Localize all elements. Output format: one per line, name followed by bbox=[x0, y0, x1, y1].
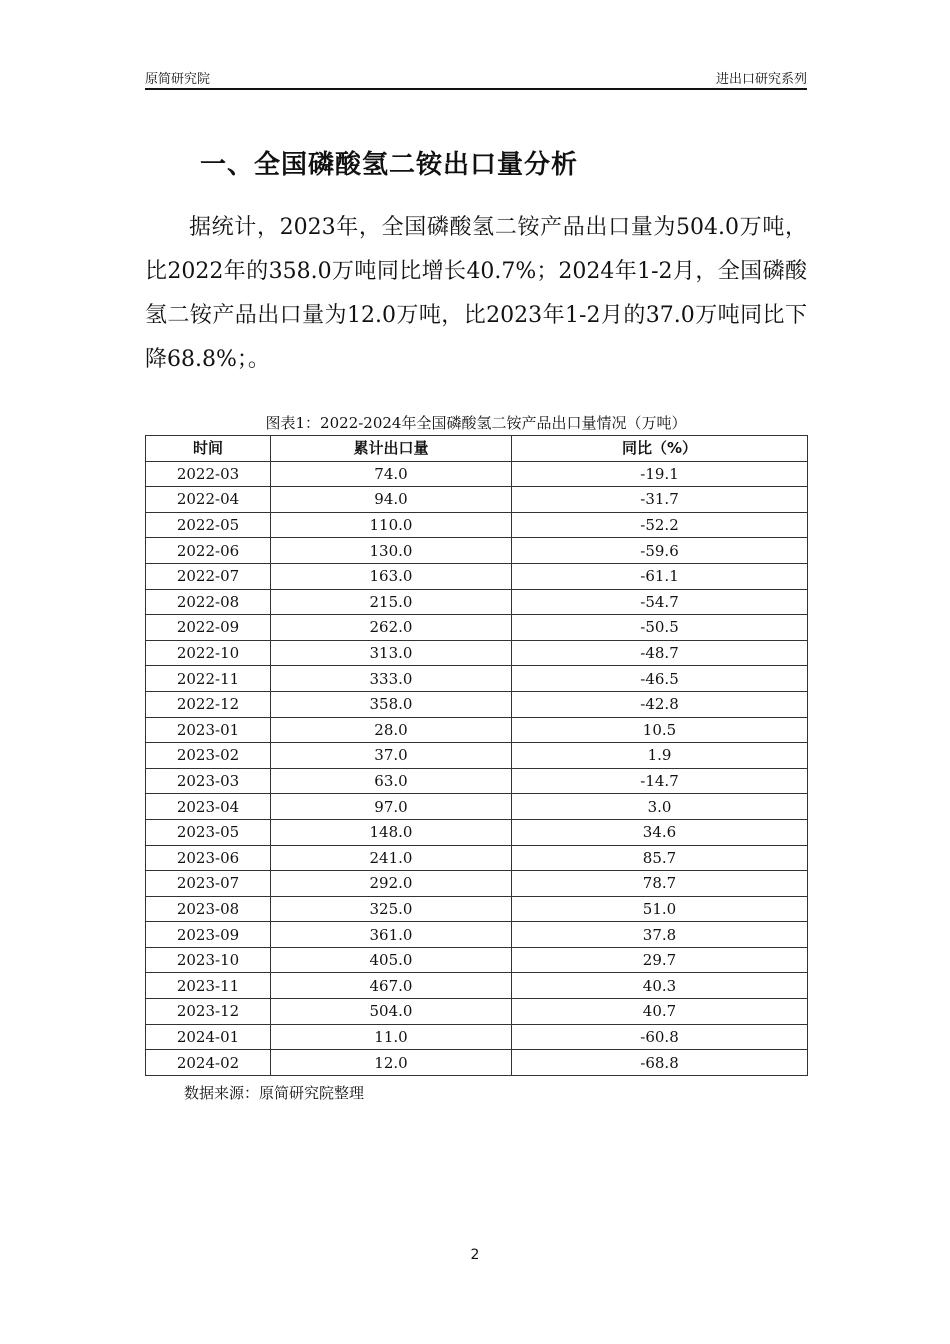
cell-cumulative-export: 28.0 bbox=[271, 717, 512, 743]
header-publisher: 原简研究院 bbox=[145, 72, 211, 87]
cell-cumulative-export: 110.0 bbox=[271, 512, 512, 538]
cell-cumulative-export: 97.0 bbox=[271, 794, 512, 820]
table-row bbox=[146, 615, 808, 641]
cell-cumulative-export: 504.0 bbox=[271, 999, 512, 1025]
cell-yoy: 34.6 bbox=[512, 819, 808, 845]
cell-cumulative-export: 241.0 bbox=[271, 845, 512, 871]
cell-cumulative-export: 325.0 bbox=[271, 896, 512, 922]
table-row bbox=[146, 487, 808, 513]
table-row bbox=[146, 461, 808, 487]
cell-yoy: -61.1 bbox=[512, 563, 808, 589]
cell-cumulative-export: 358.0 bbox=[271, 691, 512, 717]
cell-time: 2022-04 bbox=[146, 487, 271, 513]
cell-time: 2023-12 bbox=[146, 999, 271, 1025]
cell-cumulative-export: 333.0 bbox=[271, 666, 512, 692]
table-row bbox=[146, 768, 808, 794]
table-row bbox=[146, 563, 808, 589]
cell-yoy: 10.5 bbox=[512, 717, 808, 743]
cell-time: 2022-05 bbox=[146, 512, 271, 538]
table-row bbox=[146, 512, 808, 538]
header-cumulative-export: 累计出口量 bbox=[271, 436, 512, 462]
cell-cumulative-export: 215.0 bbox=[271, 589, 512, 615]
cell-time: 2022-07 bbox=[146, 563, 271, 589]
cell-time: 2022-12 bbox=[146, 691, 271, 717]
cell-time: 2023-11 bbox=[146, 973, 271, 999]
cell-yoy: 1.9 bbox=[512, 743, 808, 769]
table-row bbox=[146, 1050, 808, 1076]
cell-yoy: -14.7 bbox=[512, 768, 808, 794]
table-row bbox=[146, 819, 808, 845]
table-header-row bbox=[146, 436, 808, 462]
cell-cumulative-export: 148.0 bbox=[271, 819, 512, 845]
cell-yoy: 29.7 bbox=[512, 947, 808, 973]
cell-cumulative-export: 467.0 bbox=[271, 973, 512, 999]
cell-yoy: -52.2 bbox=[512, 512, 808, 538]
page-header bbox=[145, 66, 807, 90]
cell-time: 2023-07 bbox=[146, 871, 271, 897]
table-row bbox=[146, 1024, 808, 1050]
cell-time: 2022-06 bbox=[146, 538, 271, 564]
cell-yoy: -59.6 bbox=[512, 538, 808, 564]
header-series: 进出口研究系列 bbox=[715, 72, 807, 87]
cell-yoy: -19.1 bbox=[512, 461, 808, 487]
cell-yoy: -31.7 bbox=[512, 487, 808, 513]
table-row bbox=[146, 717, 808, 743]
cell-cumulative-export: 37.0 bbox=[271, 743, 512, 769]
cell-cumulative-export: 130.0 bbox=[271, 538, 512, 564]
table-row bbox=[146, 538, 808, 564]
cell-yoy: 40.7 bbox=[512, 999, 808, 1025]
table-row bbox=[146, 589, 808, 615]
cell-cumulative-export: 63.0 bbox=[271, 768, 512, 794]
table-row bbox=[146, 947, 808, 973]
cell-cumulative-export: 405.0 bbox=[271, 947, 512, 973]
table-row bbox=[146, 794, 808, 820]
header-yoy: 同比（%） bbox=[512, 436, 808, 462]
body-paragraph: 据统计，2023年，全国磷酸氢二铵产品出口量为504.0万吨，比2022年的358.0万吨同比增长40.7%；2024年1-2月，全国磷酸氢二铵产品出口量为12.0万吨，比2023年1-2月的37.0万吨同比下降68.8%；。 bbox=[145, 215, 807, 372]
data-source-note: 数据来源：原简研究院整理 bbox=[184, 1084, 365, 1102]
table-row bbox=[146, 896, 808, 922]
cell-time: 2023-03 bbox=[146, 768, 271, 794]
table-row bbox=[146, 743, 808, 769]
cell-time: 2022-09 bbox=[146, 615, 271, 641]
cell-yoy: -42.8 bbox=[512, 691, 808, 717]
cell-time: 2022-08 bbox=[146, 589, 271, 615]
table-row bbox=[146, 845, 808, 871]
table-row bbox=[146, 871, 808, 897]
cell-time: 2023-08 bbox=[146, 896, 271, 922]
cell-cumulative-export: 74.0 bbox=[271, 461, 512, 487]
cell-yoy: 78.7 bbox=[512, 871, 808, 897]
table-row bbox=[146, 973, 808, 999]
cell-cumulative-export: 12.0 bbox=[271, 1050, 512, 1076]
cell-time: 2022-03 bbox=[146, 461, 271, 487]
cell-yoy: 37.8 bbox=[512, 922, 808, 948]
cell-cumulative-export: 11.0 bbox=[271, 1024, 512, 1050]
table-row bbox=[146, 640, 808, 666]
cell-yoy: -68.8 bbox=[512, 1050, 808, 1076]
cell-time: 2023-05 bbox=[146, 819, 271, 845]
cell-time: 2024-02 bbox=[146, 1050, 271, 1076]
table-body bbox=[146, 461, 808, 1075]
cell-cumulative-export: 361.0 bbox=[271, 922, 512, 948]
cell-cumulative-export: 292.0 bbox=[271, 871, 512, 897]
cell-cumulative-export: 94.0 bbox=[271, 487, 512, 513]
export-table bbox=[145, 435, 808, 1076]
cell-time: 2023-06 bbox=[146, 845, 271, 871]
cell-yoy: -46.5 bbox=[512, 666, 808, 692]
header-time: 时间 bbox=[146, 436, 271, 462]
table-row bbox=[146, 666, 808, 692]
page-number: 2 bbox=[470, 1247, 480, 1263]
section-title: 一、全国磷酸氢二铵出口量分析 bbox=[200, 150, 579, 180]
table-caption: 图表1：2022-2024年全国磷酸氢二铵产品出口量情况（万吨） bbox=[265, 414, 687, 432]
cell-time: 2023-10 bbox=[146, 947, 271, 973]
cell-time: 2024-01 bbox=[146, 1024, 271, 1050]
cell-time: 2023-04 bbox=[146, 794, 271, 820]
table-row bbox=[146, 922, 808, 948]
cell-time: 2023-01 bbox=[146, 717, 271, 743]
cell-yoy: 85.7 bbox=[512, 845, 808, 871]
cell-yoy: -60.8 bbox=[512, 1024, 808, 1050]
cell-yoy: -50.5 bbox=[512, 615, 808, 641]
cell-cumulative-export: 313.0 bbox=[271, 640, 512, 666]
cell-time: 2023-02 bbox=[146, 743, 271, 769]
cell-cumulative-export: 262.0 bbox=[271, 615, 512, 641]
cell-time: 2023-09 bbox=[146, 922, 271, 948]
cell-yoy: -48.7 bbox=[512, 640, 808, 666]
cell-yoy: -54.7 bbox=[512, 589, 808, 615]
cell-yoy: 3.0 bbox=[512, 794, 808, 820]
table-row bbox=[146, 999, 808, 1025]
cell-yoy: 51.0 bbox=[512, 896, 808, 922]
cell-time: 2022-11 bbox=[146, 666, 271, 692]
cell-yoy: 40.3 bbox=[512, 973, 808, 999]
cell-time: 2022-10 bbox=[146, 640, 271, 666]
table-row bbox=[146, 691, 808, 717]
cell-cumulative-export: 163.0 bbox=[271, 563, 512, 589]
